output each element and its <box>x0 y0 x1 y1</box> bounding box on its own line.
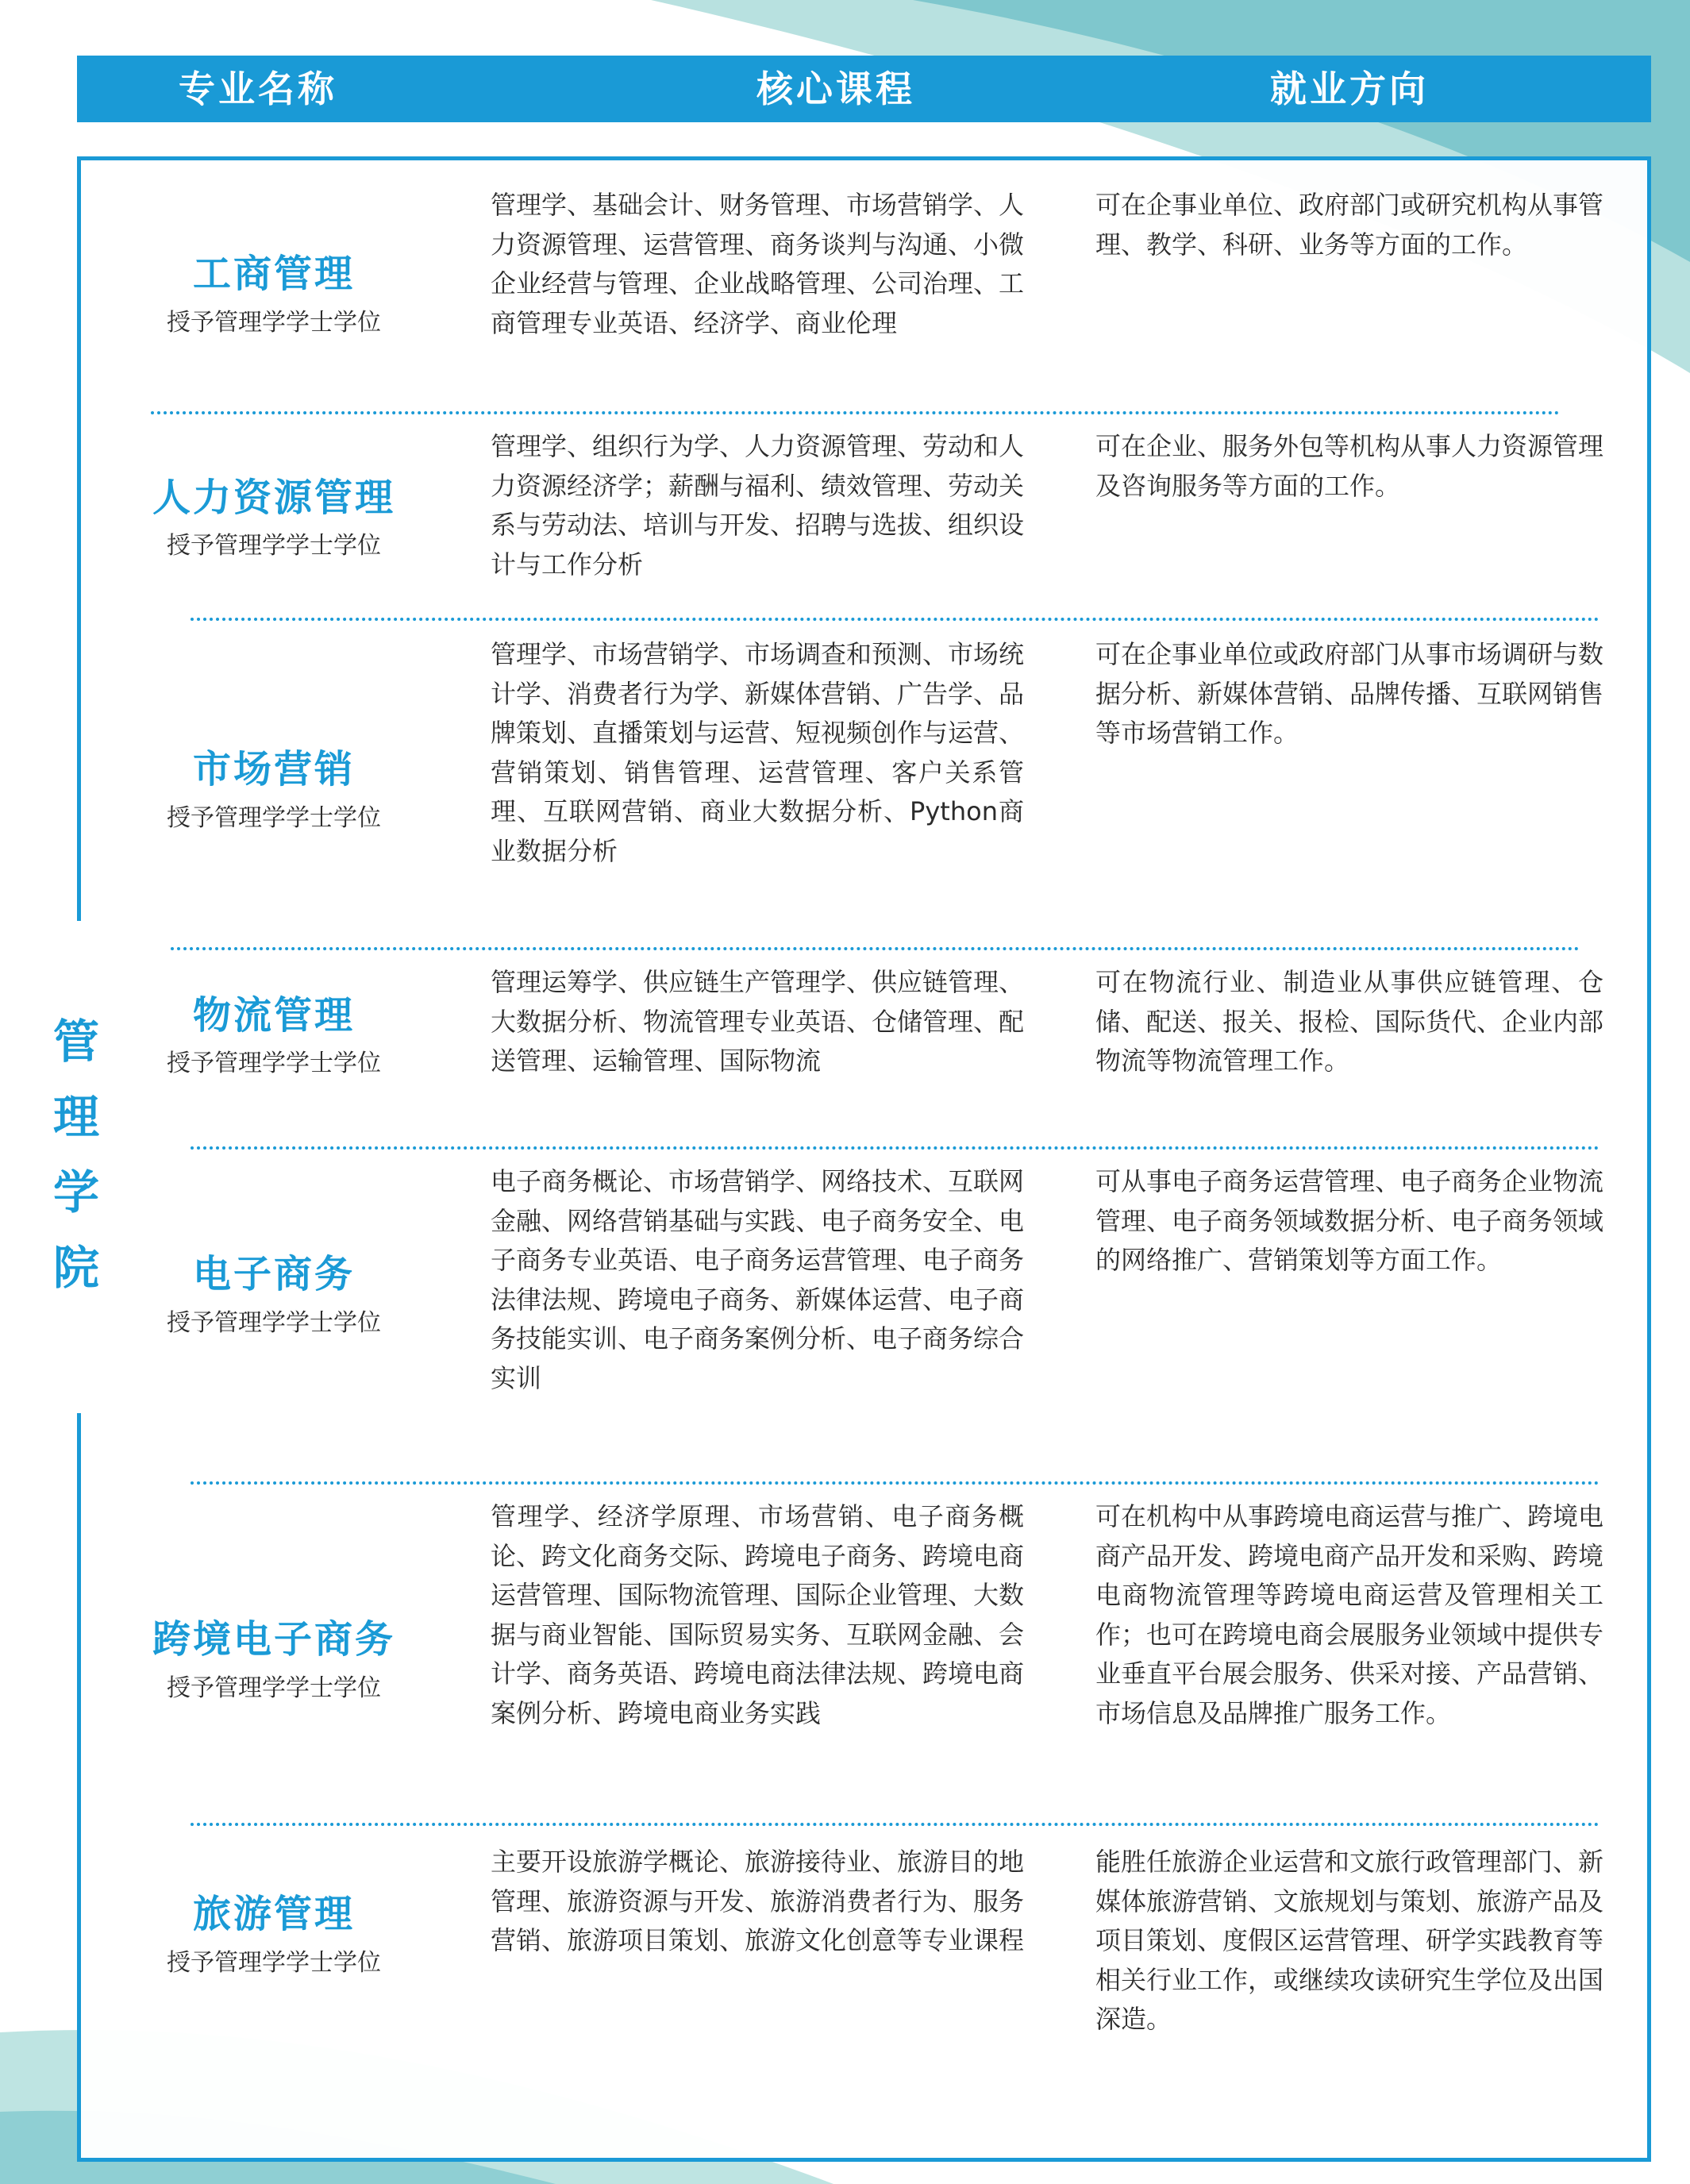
major-career: 可在企事业单位或政府部门从事市场调研与数据分析、新媒体营销、品牌传播、互联网销售等市场营销工作。 <box>1095 639 1604 748</box>
major-degree: 授予管理学学士学位 <box>167 309 381 337</box>
major-career: 可在企事业单位、政府部门或研究机构从事管理、教学、科研、业务等方面的工作。 <box>1095 190 1604 260</box>
major-career: 可从事电子商务运营管理、电子商务企业物流管理、电子商务领域数据分析、电子商务领域的网络推广、营销策划等方面工作。 <box>1095 1166 1604 1275</box>
major-courses: 电子商务概论、市场营销学、网络技术、互联网金融、网络营销基础与实践、电子商务安全、电子商务专业英语、电子商务运营管理、电子商务法律法规、跨境电子商务、新媒体运营、电子商务技能实训、电子商务案例分析、电子商务综合实训 <box>491 1166 1025 1393</box>
major-courses: 管理学、组织行为学、人力资源管理、劳动和人力资源经济学；薪酬与福利、绩效管理、劳动关系与劳动法、培训与开发、招聘与选拔、组织设计与工作分析 <box>491 431 1025 580</box>
major-name: 人力资源管理 <box>152 476 395 520</box>
row-divider <box>171 947 1580 950</box>
major-career: 能胜任旅游企业运营和文旅行政管理部门、新媒体旅游营销、文旅规划与策划、旅游产品及项目策划、度假区运营管理、研学实践教育等相关行业工作，或继续攻读研究生学位及出国深造。 <box>1095 1847 1604 2034</box>
major-courses: 管理学、经济学原理、市场营销、电子商务概论、跨文化商务交际、跨境电子商务、跨境电商运营管理、国际物流管理、国际企业管理、大数据与商业智能、国际贸易实务、互联网金融、会计学、商务英语、跨境电商法律法规、跨境电商案例分析、跨境电商业务实践 <box>491 1501 1025 1728</box>
college-char: 学 <box>52 1165 99 1219</box>
major-degree: 授予管理学学士学位 <box>167 1309 381 1337</box>
major-name: 电子商务 <box>192 1252 355 1296</box>
major-name: 物流管理 <box>192 993 355 1038</box>
major-courses: 管理学、基础会计、财务管理、市场营销学、人力资源管理、运营管理、商务谈判与沟通、小微企业经营与管理、企业战略管理、公司治理、工商管理专业英语、经济学、商业伦理 <box>491 190 1025 338</box>
major-name: 跨境电子商务 <box>152 1617 395 1662</box>
row-divider <box>151 411 1560 414</box>
row-divider <box>191 1823 1600 1826</box>
college-char: 理 <box>52 1090 99 1144</box>
major-degree: 授予管理学学士学位 <box>167 1674 381 1702</box>
header-major: 专业名称 <box>179 67 337 110</box>
row-divider <box>191 1481 1600 1485</box>
header-courses: 核心课程 <box>756 67 915 110</box>
major-name: 旅游管理 <box>192 1892 355 1936</box>
college-name <box>52 1004 100 1306</box>
college-char: 管 <box>52 1015 99 1069</box>
major-name: 市场营销 <box>192 747 355 792</box>
major-name: 工商管理 <box>192 252 355 296</box>
major-degree: 授予管理学学士学位 <box>167 1949 381 1977</box>
major-degree: 授予管理学学士学位 <box>167 804 381 832</box>
header-career: 就业方向 <box>1270 67 1429 110</box>
major-courses: 管理学、市场营销学、市场调查和预测、市场统计学、消费者行为学、新媒体营销、广告学、品牌策划、直播策划与运营、短视频创作与运营、营销策划、销售管理、运营管理、客户关系管理、互联网营销、商业大数据分析、Python商业数据分析 <box>491 639 1025 866</box>
major-degree: 授予管理学学士学位 <box>167 1050 381 1077</box>
table-header <box>77 56 1651 122</box>
major-career: 可在机构中从事跨境电商运营与推广、跨境电商产品开发、跨境电商产品开发和采购、跨境电商物流管理等跨境电商运营及管理相关工作；也可在跨境电商会展服务业领域中提供专业垂直平台展会服务、供采对接、产品营销、市场信息及品牌推广服务工作。 <box>1095 1501 1604 1728</box>
major-career: 可在物流行业、制造业从事供应链管理、仓储、配送、报关、报检、国际货代、企业内部物流等物流管理工作。 <box>1095 967 1604 1076</box>
major-career: 可在企业、服务外包等机构从事人力资源管理及咨询服务等方面的工作。 <box>1095 431 1604 501</box>
major-courses: 主要开设旅游学概论、旅游接待业、旅游目的地管理、旅游资源与开发、旅游消费者行为、服务营销、旅游项目策划、旅游文化创意等专业课程 <box>491 1847 1025 1955</box>
row-divider <box>191 1146 1600 1150</box>
college-char: 院 <box>52 1241 99 1295</box>
major-courses: 管理运筹学、供应链生产管理学、供应链管理、大数据分析、物流管理专业英语、仓储管理、配送管理、运输管理、国际物流 <box>491 967 1025 1076</box>
major-degree: 授予管理学学士学位 <box>167 532 381 560</box>
row-divider <box>191 618 1600 621</box>
